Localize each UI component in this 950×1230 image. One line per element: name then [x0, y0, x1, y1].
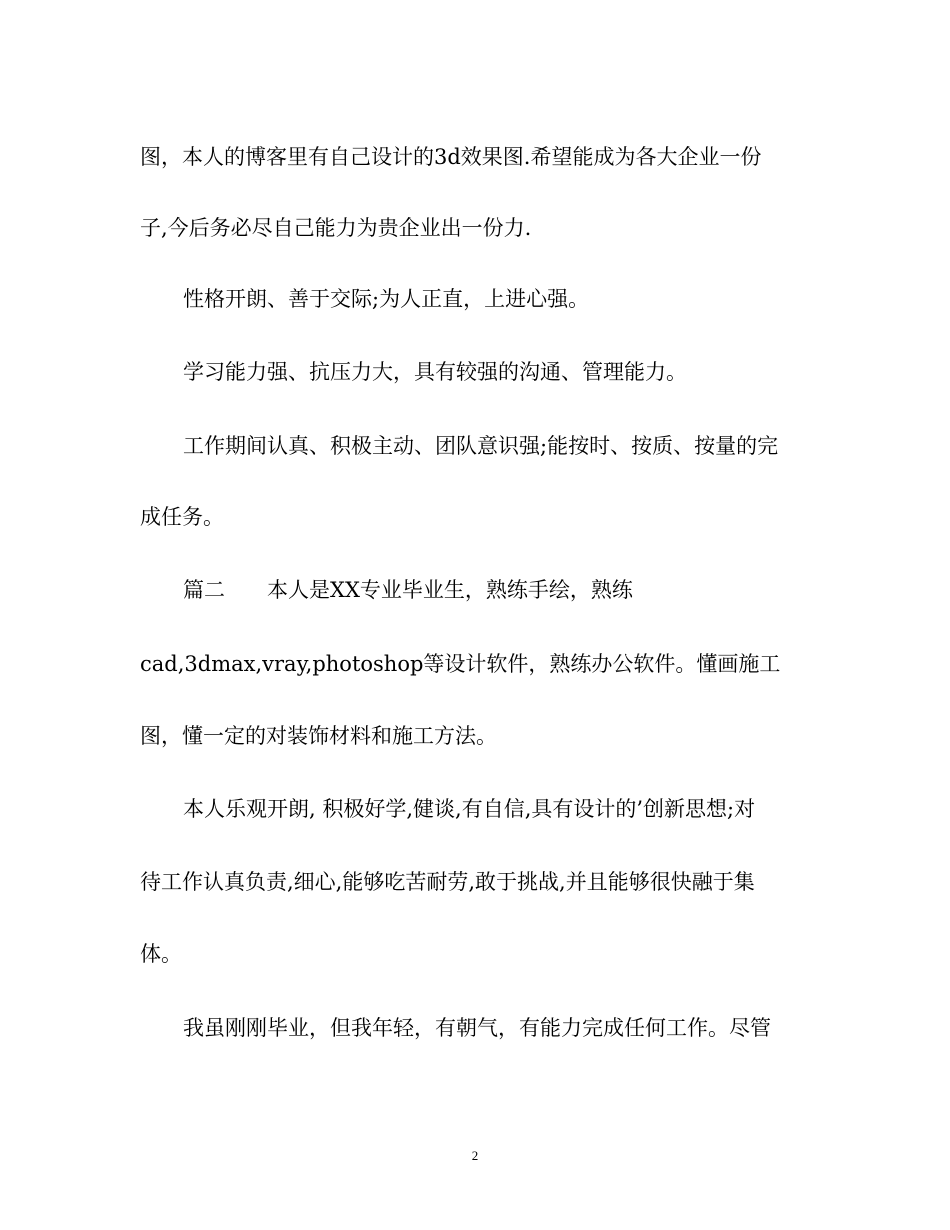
- text-line: 学习能力强、抗压力大，具有较强的沟通、管理能力。: [183, 360, 687, 384]
- text-line: 我虽刚刚毕业，但我年轻，有朝气，有能力完成任何工作。尽管: [183, 1016, 771, 1040]
- text-line: 成任务。: [140, 505, 224, 529]
- text-line: 图，本人的博客里有自己设计的3d效果图.希望能成为各大企业一份: [140, 145, 762, 169]
- text-line: 篇二 本人是XX专业毕业生，熟练手绘，熟练: [183, 578, 633, 602]
- text-line: 子,今后务必尽自己能力为贵企业出一份力.: [140, 216, 532, 240]
- text-line: 工作期间认真、积极主动、团队意识强;能按时、按质、按量的完: [183, 434, 779, 458]
- text-line: 图，懂一定的对装饰材料和施工方法。: [140, 724, 497, 748]
- page-number: 2: [471, 1148, 479, 1163]
- text-line: 本人乐观开朗, 积极好学,健谈,有自信,具有设计的’创新思想;对: [183, 797, 756, 821]
- text-line: 体。: [140, 942, 182, 966]
- text-line: 性格开朗、善于交际;为人正直，上进心强。: [183, 287, 590, 311]
- text-line: cad,3dmax,vray,photoshop等设计软件，熟练办公软件。懂画施工: [140, 652, 781, 676]
- text-line: 待工作认真负责,细心,能够吃苦耐劳,敢于挑战,并且能够很快融于集: [140, 870, 755, 894]
